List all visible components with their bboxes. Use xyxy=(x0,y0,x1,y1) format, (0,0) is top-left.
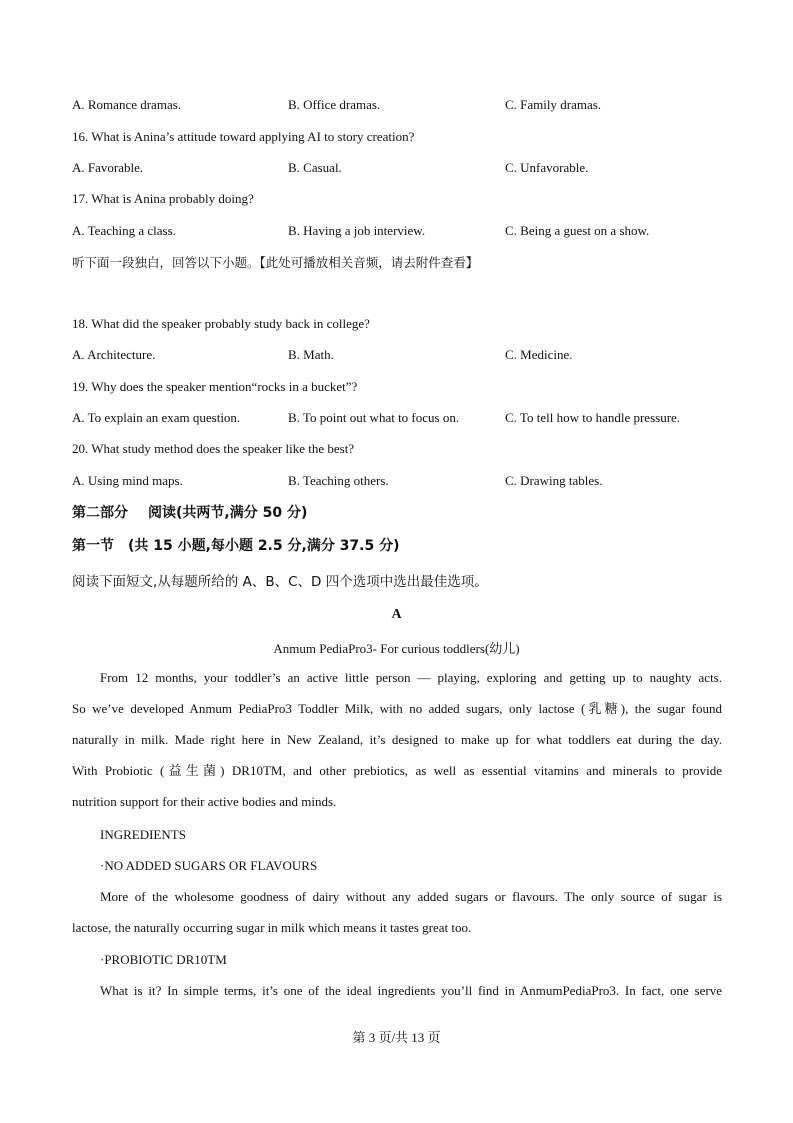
q20-stem: 20. What study method does the speaker like the best? xyxy=(72,441,355,456)
subheading-no-added-sugars: ·NO ADDED SUGARS OR FLAVOURS xyxy=(100,858,318,873)
paragraph-line: From 12 months, your toddler’s an active little person — playing, exploring and getting up to naughty acts. xyxy=(100,670,722,685)
reading-instruction: 阅读下面短文,从每题所给的 A、B、C、D 四个选项中选出最佳选项。 xyxy=(72,574,488,590)
passage-title: Anmum PediaPro3- For curious toddlers(幼儿) xyxy=(273,641,520,656)
q19-option-a[interactable]: A. To explain an exam question. xyxy=(72,410,241,425)
q19-option-c[interactable]: C. To tell how to handle pressure. xyxy=(505,410,681,425)
q17-option-a[interactable]: A. Teaching a class. xyxy=(72,223,176,238)
part2-heading xyxy=(72,502,307,522)
part2-title: 阅读(共两节,满分 50 分) xyxy=(148,505,308,521)
paragraph-line: nutrition support for their active bodies and minds. xyxy=(72,794,337,809)
paragraph-line: lactose, the naturally occurring sugar in milk which means it tastes great too. xyxy=(72,920,472,935)
q19-stem: 19. Why does the speaker mention“rocks in a bucket”? xyxy=(72,379,358,394)
q20-option-b[interactable]: B. Teaching others. xyxy=(288,473,389,488)
page-number-footer: 第 3 页/共 13 页 xyxy=(352,1030,441,1045)
q15-option-a[interactable]: A. Romance dramas. xyxy=(72,97,182,112)
monologue-instruction: 听下面一段独白，回答以下小题。【此处可播放相关音频，请去附件查看】 xyxy=(72,255,479,270)
ingredients-heading: INGREDIENTS xyxy=(100,827,186,842)
section1-heading xyxy=(72,535,400,555)
paragraph-line: What is it? In simple terms, it’s one of the ideal ingredients you’ll find in AnmumPediaPro3. In fact, one serve xyxy=(100,983,722,998)
q15-option-b[interactable]: B. Office dramas. xyxy=(288,97,381,112)
paragraph-line: More of the wholesome goodness of dairy without any added sugars or flavours. The only source of sugar is xyxy=(100,889,722,904)
paragraph-line: naturally in milk. Made right here in New Zealand, it’s designed to make up for what toddlers eat during the day. xyxy=(72,732,722,747)
part2-prefix: 第二部分 xyxy=(72,505,128,521)
q17-stem: 17. What is Anina probably doing? xyxy=(72,191,254,206)
q17-option-b[interactable]: B. Having a job interview. xyxy=(288,223,426,238)
q16-stem: 16. What is Anina’s attitude toward applying AI to story creation? xyxy=(72,129,415,144)
passage-paragraph-1 xyxy=(72,669,722,824)
q18-option-a[interactable]: A. Architecture. xyxy=(72,347,156,362)
q20-option-c[interactable]: C. Drawing tables. xyxy=(505,473,603,488)
q16-option-b[interactable]: B. Casual. xyxy=(288,160,342,175)
q19-option-b[interactable]: B. To point out what to focus on. xyxy=(288,410,460,425)
q16-option-c[interactable]: C. Unfavorable. xyxy=(505,160,589,175)
q17-option-c[interactable]: C. Being a guest on a show. xyxy=(505,223,650,238)
q18-option-b[interactable]: B. Math. xyxy=(288,347,334,362)
q20-option-a[interactable]: A. Using mind maps. xyxy=(72,473,183,488)
section1-prefix: 第一节 xyxy=(72,538,114,554)
paragraph-line: So we’ve developed Anmum PediaPro3 Toddler Milk, with no added sugars, only lactose (乳糖), the sugar found xyxy=(72,701,722,716)
q15-option-c[interactable]: C. Family dramas. xyxy=(505,97,602,112)
q18-option-c[interactable]: C. Medicine. xyxy=(505,347,573,362)
subheading-probiotic: ·PROBIOTIC DR10TM xyxy=(100,952,227,967)
section1-title: (共 15 小题,每小题 2.5 分,满分 37.5 分) xyxy=(128,538,400,554)
paragraph-line: With Probiotic (益生菌) DR10TM, and other prebiotics, as well as essential vitamins and minerals to provide xyxy=(72,763,722,778)
q18-stem: 18. What did the speaker probably study back in college? xyxy=(72,316,370,331)
passage-paragraph-3 xyxy=(72,982,722,1013)
passage-letter: A xyxy=(391,607,402,622)
q16-option-a[interactable]: A. Favorable. xyxy=(72,160,144,175)
passage-paragraph-2 xyxy=(72,888,722,950)
